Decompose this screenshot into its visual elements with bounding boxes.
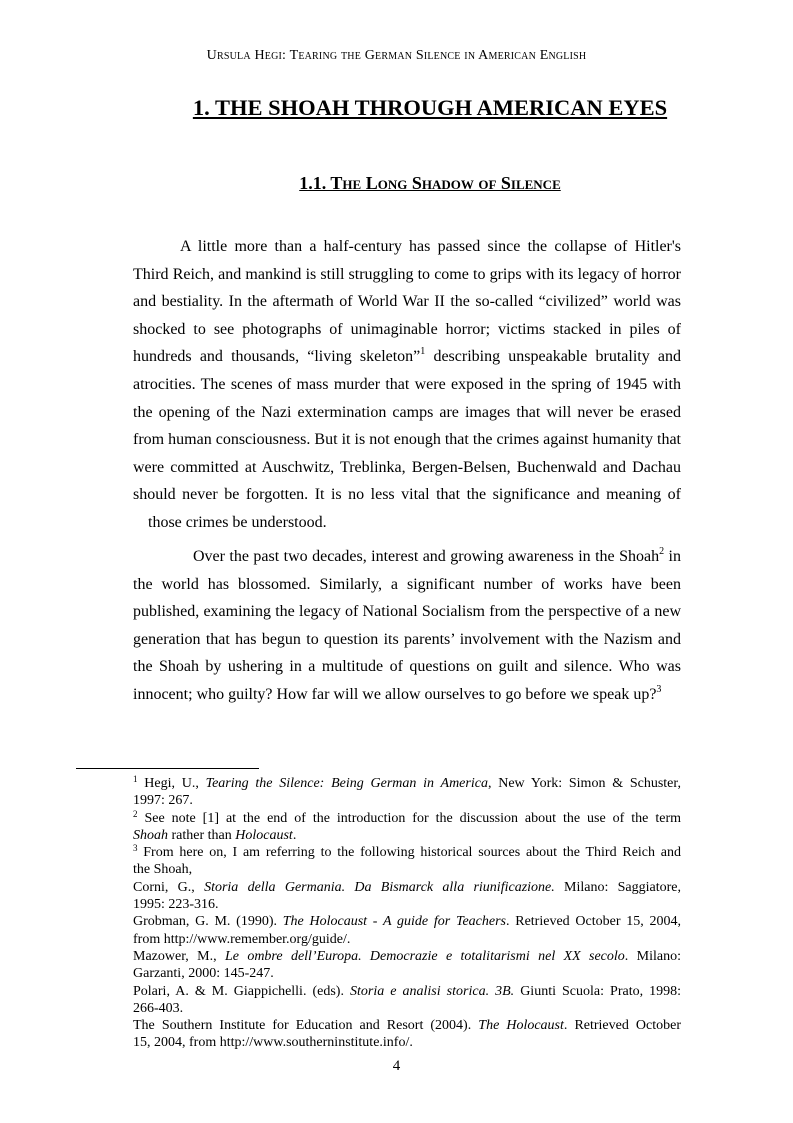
footnote-line: from http://www.remember.org/guide/. — [133, 931, 351, 947]
footnote-number: 3 — [133, 843, 138, 854]
text-span: Over the past two decades, interest and growing awareness in the Shoah — [193, 548, 660, 565]
footnote-line: Garzanti, 2000: 145-247. — [133, 966, 274, 982]
text-line: those crimes be understood. — [148, 513, 327, 531]
source-corni — [133, 879, 681, 896]
chapter-title: 1. THE SHOAH THROUGH AMERICAN EYES — [192, 95, 668, 120]
source-southern-institute — [133, 1017, 681, 1034]
footnote-number: 1 — [133, 774, 138, 784]
footnote-2 — [133, 810, 681, 827]
source-text: . Milano: — [624, 948, 681, 964]
text-line: were committed at Auschwitz, Treblinka, Bergen-Belsen, Buchenwald and Dachau — [133, 458, 681, 476]
text-line: the world has blossomed. Similarly, a significant number of works have been — [133, 575, 681, 593]
text-line: generation that has begun to question its parents’ involvement with the Nazism and — [133, 630, 681, 648]
text-span: describing unspeakable brutality and — [425, 348, 681, 366]
source-text: . Retrieved October 15, 2004, — [505, 914, 681, 930]
source-title: Storia della Germania. Da Bismarck alla riunificazione. — [204, 879, 555, 895]
footnote-ref-2: 2 — [659, 546, 665, 557]
footnote-text: rather than — [168, 827, 236, 843]
text-line: the Shoah by ushering in a multitude of questions on guilt and silence. Who was — [133, 658, 681, 676]
text-line: and bestiality. In the aftermath of World War II the so-called “civilized” world was — [133, 293, 681, 311]
source-text: Milano: Saggiatore, — [554, 879, 682, 895]
paragraph-2 — [133, 543, 681, 709]
source-text: Polari, A. & M. Giappichelli. (eds). — [133, 983, 351, 999]
source-mazower — [133, 948, 681, 965]
text-line: Third Reich, and mankind is still struggling to come to grips with its legacy of horror — [133, 265, 681, 283]
footnote-text: See note [1] at the end of the introduction for the discussion about the use of the term — [137, 810, 681, 826]
footnote-ref-1: 1 — [420, 346, 426, 358]
section-title: 1.1. The Long Shadow of Silence — [299, 173, 561, 193]
page-number: 4 — [392, 1058, 401, 1074]
footnote-text: Hegi, U., — [137, 776, 206, 791]
source-title: The Holocaust — [478, 1018, 564, 1034]
footnote-1 — [133, 775, 681, 792]
text-line: from human consciousness. But it is not enough that the crimes against humanity that — [133, 431, 681, 449]
source-text: . Retrieved October — [563, 1018, 682, 1034]
text-span: hundreds and thousands, “living skeleton” — [133, 348, 421, 366]
footnote-line: 15, 2004, from http://www.southerninstitute.info/. — [133, 1035, 413, 1051]
footnote-title: Tearing the Silence: Being German in America — [205, 776, 488, 791]
source-title: Storia e analisi storica. 3B. — [350, 983, 515, 999]
source-polari — [133, 983, 681, 1000]
source-text: Corni, G., — [133, 879, 205, 895]
paragraph-1 — [133, 233, 681, 537]
source-text: Mazower, M., — [133, 948, 225, 964]
text-line — [133, 681, 681, 709]
footnote-line: 1997: 267. — [133, 793, 193, 809]
source-title: The Holocaust - A guide for Teachers — [282, 914, 506, 930]
footnote-separator — [76, 768, 259, 769]
text-line — [133, 543, 681, 571]
term-shoah: Shoah — [133, 827, 168, 843]
footnotes — [133, 775, 681, 1052]
footnote-text: , New York: Simon & Schuster, — [487, 776, 681, 791]
footnote-text: From here on, I am referring to the following historical sources about the Third Reich and — [137, 845, 681, 861]
text-line: should never be forgotten. It is no less vital that the significance and meaning of — [133, 486, 681, 504]
footnote-line: 1995: 223-316. — [133, 897, 219, 913]
footnote-text: . — [292, 827, 297, 843]
source-title: Le ombre dell’Europa. Democrazie e totalitarismi nel XX secolo — [224, 948, 625, 964]
text-line: shocked to see photographs of unimaginable horror; victims stacked in piles of — [133, 320, 681, 338]
text-line — [133, 343, 681, 371]
footnote-line — [133, 827, 681, 844]
source-text: The Southern Institute for Education and Resort (2004). — [133, 1018, 479, 1034]
footnote-line: 266-403. — [133, 1000, 184, 1016]
text-line: the opening of the Nazi extermination camps are images that will never be erased — [133, 403, 681, 421]
footnote-number: 2 — [133, 808, 138, 819]
text-line: atrocities. The scenes of mass murder that were exposed in the spring of 1945 with — [133, 375, 681, 393]
source-text: Grobman, G. M. (1990). — [133, 914, 283, 930]
footnote-line: the Shoah, — [133, 862, 193, 878]
term-holocaust: Holocaust — [235, 827, 293, 843]
text-span: innocent; who guilty? How far will we allow ourselves to go before we speak up? — [133, 685, 657, 703]
footnote-3 — [133, 844, 681, 861]
text-line: A little more than a half-century has passed since the collapse of Hitler's — [180, 238, 681, 255]
text-line: published, examining the legacy of National Socialism from the perspective of a new — [133, 603, 681, 621]
source-grobman — [133, 913, 681, 930]
source-text: Giunti Scuola: Prato, 1998: — [514, 983, 682, 999]
footnote-ref-3: 3 — [656, 683, 662, 695]
running-header: Ursula Hegi: Tearing the German Silence in American English — [206, 48, 587, 63]
text-span: in — [664, 548, 681, 565]
